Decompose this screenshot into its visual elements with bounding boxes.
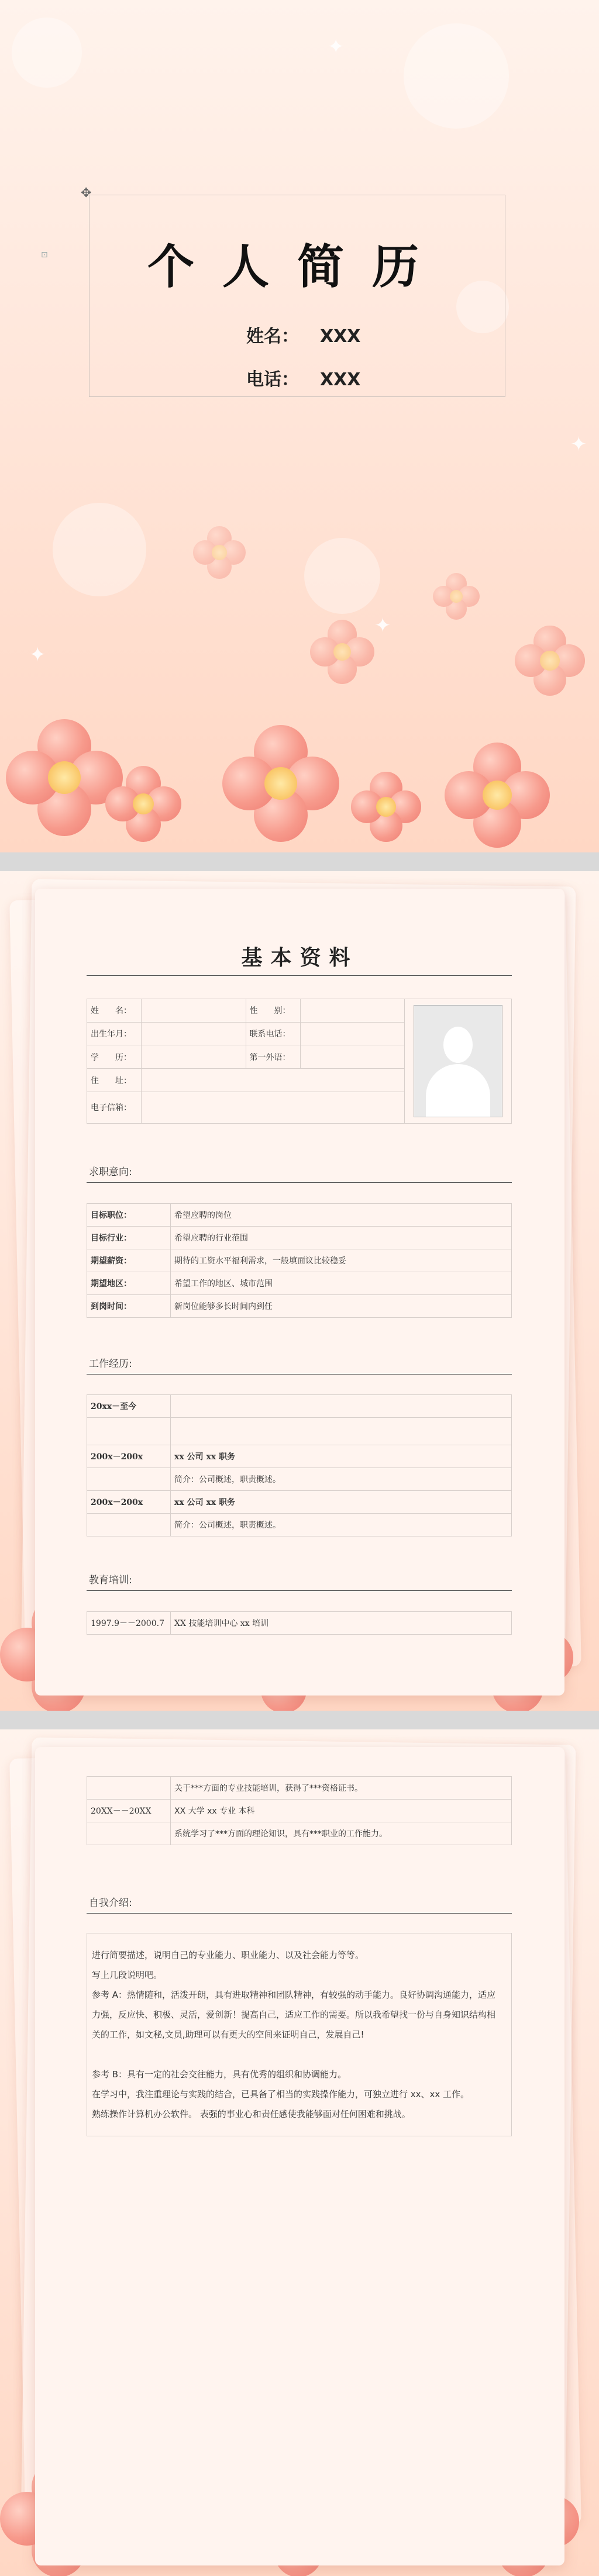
intro-line: 参考 A：热情随和，活泼开朗，具有进取精神和团队精神，有较强的动手能力。良好协调沟通能力，适应 — [92, 1990, 496, 2000]
work-period: 200x－200x — [87, 1491, 171, 1514]
cover-name-row — [246, 322, 360, 347]
education-table — [87, 1776, 512, 1845]
edu-text[interactable]: 关于***方面的专业技能培训，获得了***资格证书。 — [171, 1777, 512, 1800]
name-value: XXX — [320, 326, 361, 347]
cover-title: 个人简历 — [147, 240, 447, 294]
intro-line: 熟练操作计算机办公软件。 表强的事业心和责任感使我能够面对任何困难和挑战。 — [92, 2109, 411, 2119]
cover-phone-row — [246, 365, 360, 391]
work-period: 20xx－至今 — [87, 1395, 171, 1418]
work-period — [87, 1418, 171, 1445]
move-handle-icon[interactable]: ✥ — [81, 186, 92, 201]
flower-decoration — [193, 526, 246, 579]
intent-label: 目标职位： — [87, 1204, 171, 1227]
field-label: 出生年月： — [87, 1022, 142, 1045]
edu-period: 20XX－－20XX — [87, 1800, 171, 1822]
training-period: 1997.9－－2000.7 — [87, 1612, 171, 1635]
email-cell[interactable] — [142, 1092, 405, 1123]
contact-cell[interactable] — [300, 1022, 405, 1045]
field-label: 学 历： — [87, 1045, 142, 1069]
address-cell[interactable] — [142, 1069, 405, 1092]
sparkle-icon: ✦ — [570, 433, 587, 456]
gender-cell[interactable] — [300, 999, 405, 1023]
field-label: 性 别： — [246, 999, 300, 1023]
avatar-placeholder[interactable] — [414, 1005, 502, 1117]
edu-period — [87, 1777, 171, 1800]
work-text[interactable]: xx 公司 xx 职务 — [171, 1491, 512, 1514]
intent-value[interactable]: 期待的工资水平福利需求，一般填面议比较稳妥 — [171, 1249, 512, 1272]
education-cell[interactable] — [142, 1045, 246, 1069]
self-intro-title: 自我介绍: — [89, 1897, 132, 1909]
intro-line: 在学习中，我注重理论与实践的结合，已具备了相当的实践操作能力，可独立进行 xx、xx 工作。 — [92, 2089, 470, 2100]
intro-line: 关的工作，如文秘,文员,助理可以有更大的空间来证明自己，发展自己! — [92, 2029, 364, 2040]
intent-label: 目标行业： — [87, 1227, 171, 1249]
resume-sheet — [35, 889, 564, 1696]
intro-line: 写上几段说明吧。 — [92, 1970, 163, 1980]
flower-decoration — [445, 743, 550, 848]
section-underline — [87, 1182, 512, 1183]
intent-label: 到岗时间： — [87, 1295, 171, 1318]
intro-line: 力强，反应快、积极、灵活，爱创新！提高自己，适应工作的需要。所以我希望找一份与自身知识结构相 — [92, 2009, 496, 2020]
intro-line: 参考 B：具有一定的社会交往能力，具有优秀的组织和协调能力。 — [92, 2069, 347, 2080]
job-intent-title: 求职意向: — [89, 1166, 132, 1178]
text-anchor-icon: ⊡ — [41, 250, 48, 260]
intent-value[interactable]: 希望应聘的行业范围 — [171, 1227, 512, 1249]
training-title: 教育培训: — [89, 1574, 132, 1586]
work-period — [87, 1468, 171, 1491]
flower-decoration — [433, 573, 480, 620]
intent-value[interactable]: 新岗位能够多长时间内到任 — [171, 1295, 512, 1318]
bokeh-circle — [53, 503, 146, 596]
field-label: 第一外语： — [246, 1045, 300, 1069]
flower-decoration — [515, 626, 585, 696]
page-gap — [0, 1711, 599, 1729]
intent-value[interactable]: 希望应聘的岗位 — [171, 1204, 512, 1227]
work-title: 工作经历: — [89, 1358, 132, 1370]
section-underline — [87, 1913, 512, 1914]
work-table — [87, 1394, 512, 1536]
intent-label: 期望地区： — [87, 1272, 171, 1295]
section-underline — [87, 1374, 512, 1375]
edu-text[interactable]: XX 大学 xx 专业 本科 — [171, 1800, 512, 1822]
edu-text[interactable]: 系统学习了***方面的理论知识，具有***职业的工作能力。 — [171, 1822, 512, 1845]
work-text[interactable]: 简介：公司概述，职责概述。 — [171, 1514, 512, 1536]
basic-info-page — [0, 871, 599, 1711]
cover-page — [0, 0, 599, 852]
work-period — [87, 1514, 171, 1536]
field-label: 姓 名： — [87, 999, 142, 1023]
bokeh-circle — [404, 23, 509, 129]
basic-info-title: 基本资料 — [241, 946, 359, 970]
section-underline — [87, 1590, 512, 1591]
bokeh-circle — [12, 18, 82, 88]
language-cell[interactable] — [300, 1045, 405, 1069]
sparkle-icon: ✦ — [29, 643, 46, 667]
name-label: 姓名： — [246, 326, 299, 347]
intent-value[interactable]: 希望工作的地区、城市范围 — [171, 1272, 512, 1295]
photo-cell[interactable] — [405, 999, 512, 1124]
work-period: 200x－200x — [87, 1445, 171, 1468]
page-gap — [0, 852, 599, 871]
flower-decoration — [222, 725, 339, 842]
field-label: 电子信箱： — [87, 1092, 142, 1123]
cover-text-box[interactable] — [89, 195, 505, 397]
title-underline — [87, 975, 512, 976]
phone-value: XXX — [320, 370, 361, 390]
intro-line: 进行简要描述，说明自己的专业能力、职业能力、以及社会能力等等。 — [92, 1950, 364, 1960]
work-text[interactable]: xx 公司 xx 职务 — [171, 1445, 512, 1468]
work-text[interactable] — [171, 1395, 512, 1418]
self-intro-page — [0, 1729, 599, 2576]
field-label: 联系电话： — [246, 1022, 300, 1045]
edu-period — [87, 1822, 171, 1845]
sparkle-icon: ✦ — [374, 614, 391, 637]
bokeh-circle — [304, 538, 380, 614]
job-intent-table — [87, 1203, 512, 1318]
work-text[interactable] — [171, 1418, 512, 1445]
sparkle-icon: ✦ — [328, 35, 345, 58]
field-label: 住 址： — [87, 1069, 142, 1092]
self-intro-text[interactable] — [87, 1933, 512, 2136]
training-text[interactable]: XX 技能培训中心 xx 培训 — [171, 1612, 512, 1635]
intent-label: 期望薪资： — [87, 1249, 171, 1272]
flower-decoration — [310, 620, 374, 684]
flower-decoration — [351, 772, 421, 842]
flower-decoration — [105, 766, 181, 842]
resume-sheet — [35, 1747, 564, 2565]
birth-cell[interactable] — [142, 1022, 246, 1045]
basic-info-table — [87, 999, 512, 1124]
training-table — [87, 1611, 512, 1635]
work-text[interactable]: 简介：公司概述，职责概述。 — [171, 1468, 512, 1491]
name-cell[interactable] — [142, 999, 246, 1023]
phone-label: 电话： — [246, 370, 299, 390]
